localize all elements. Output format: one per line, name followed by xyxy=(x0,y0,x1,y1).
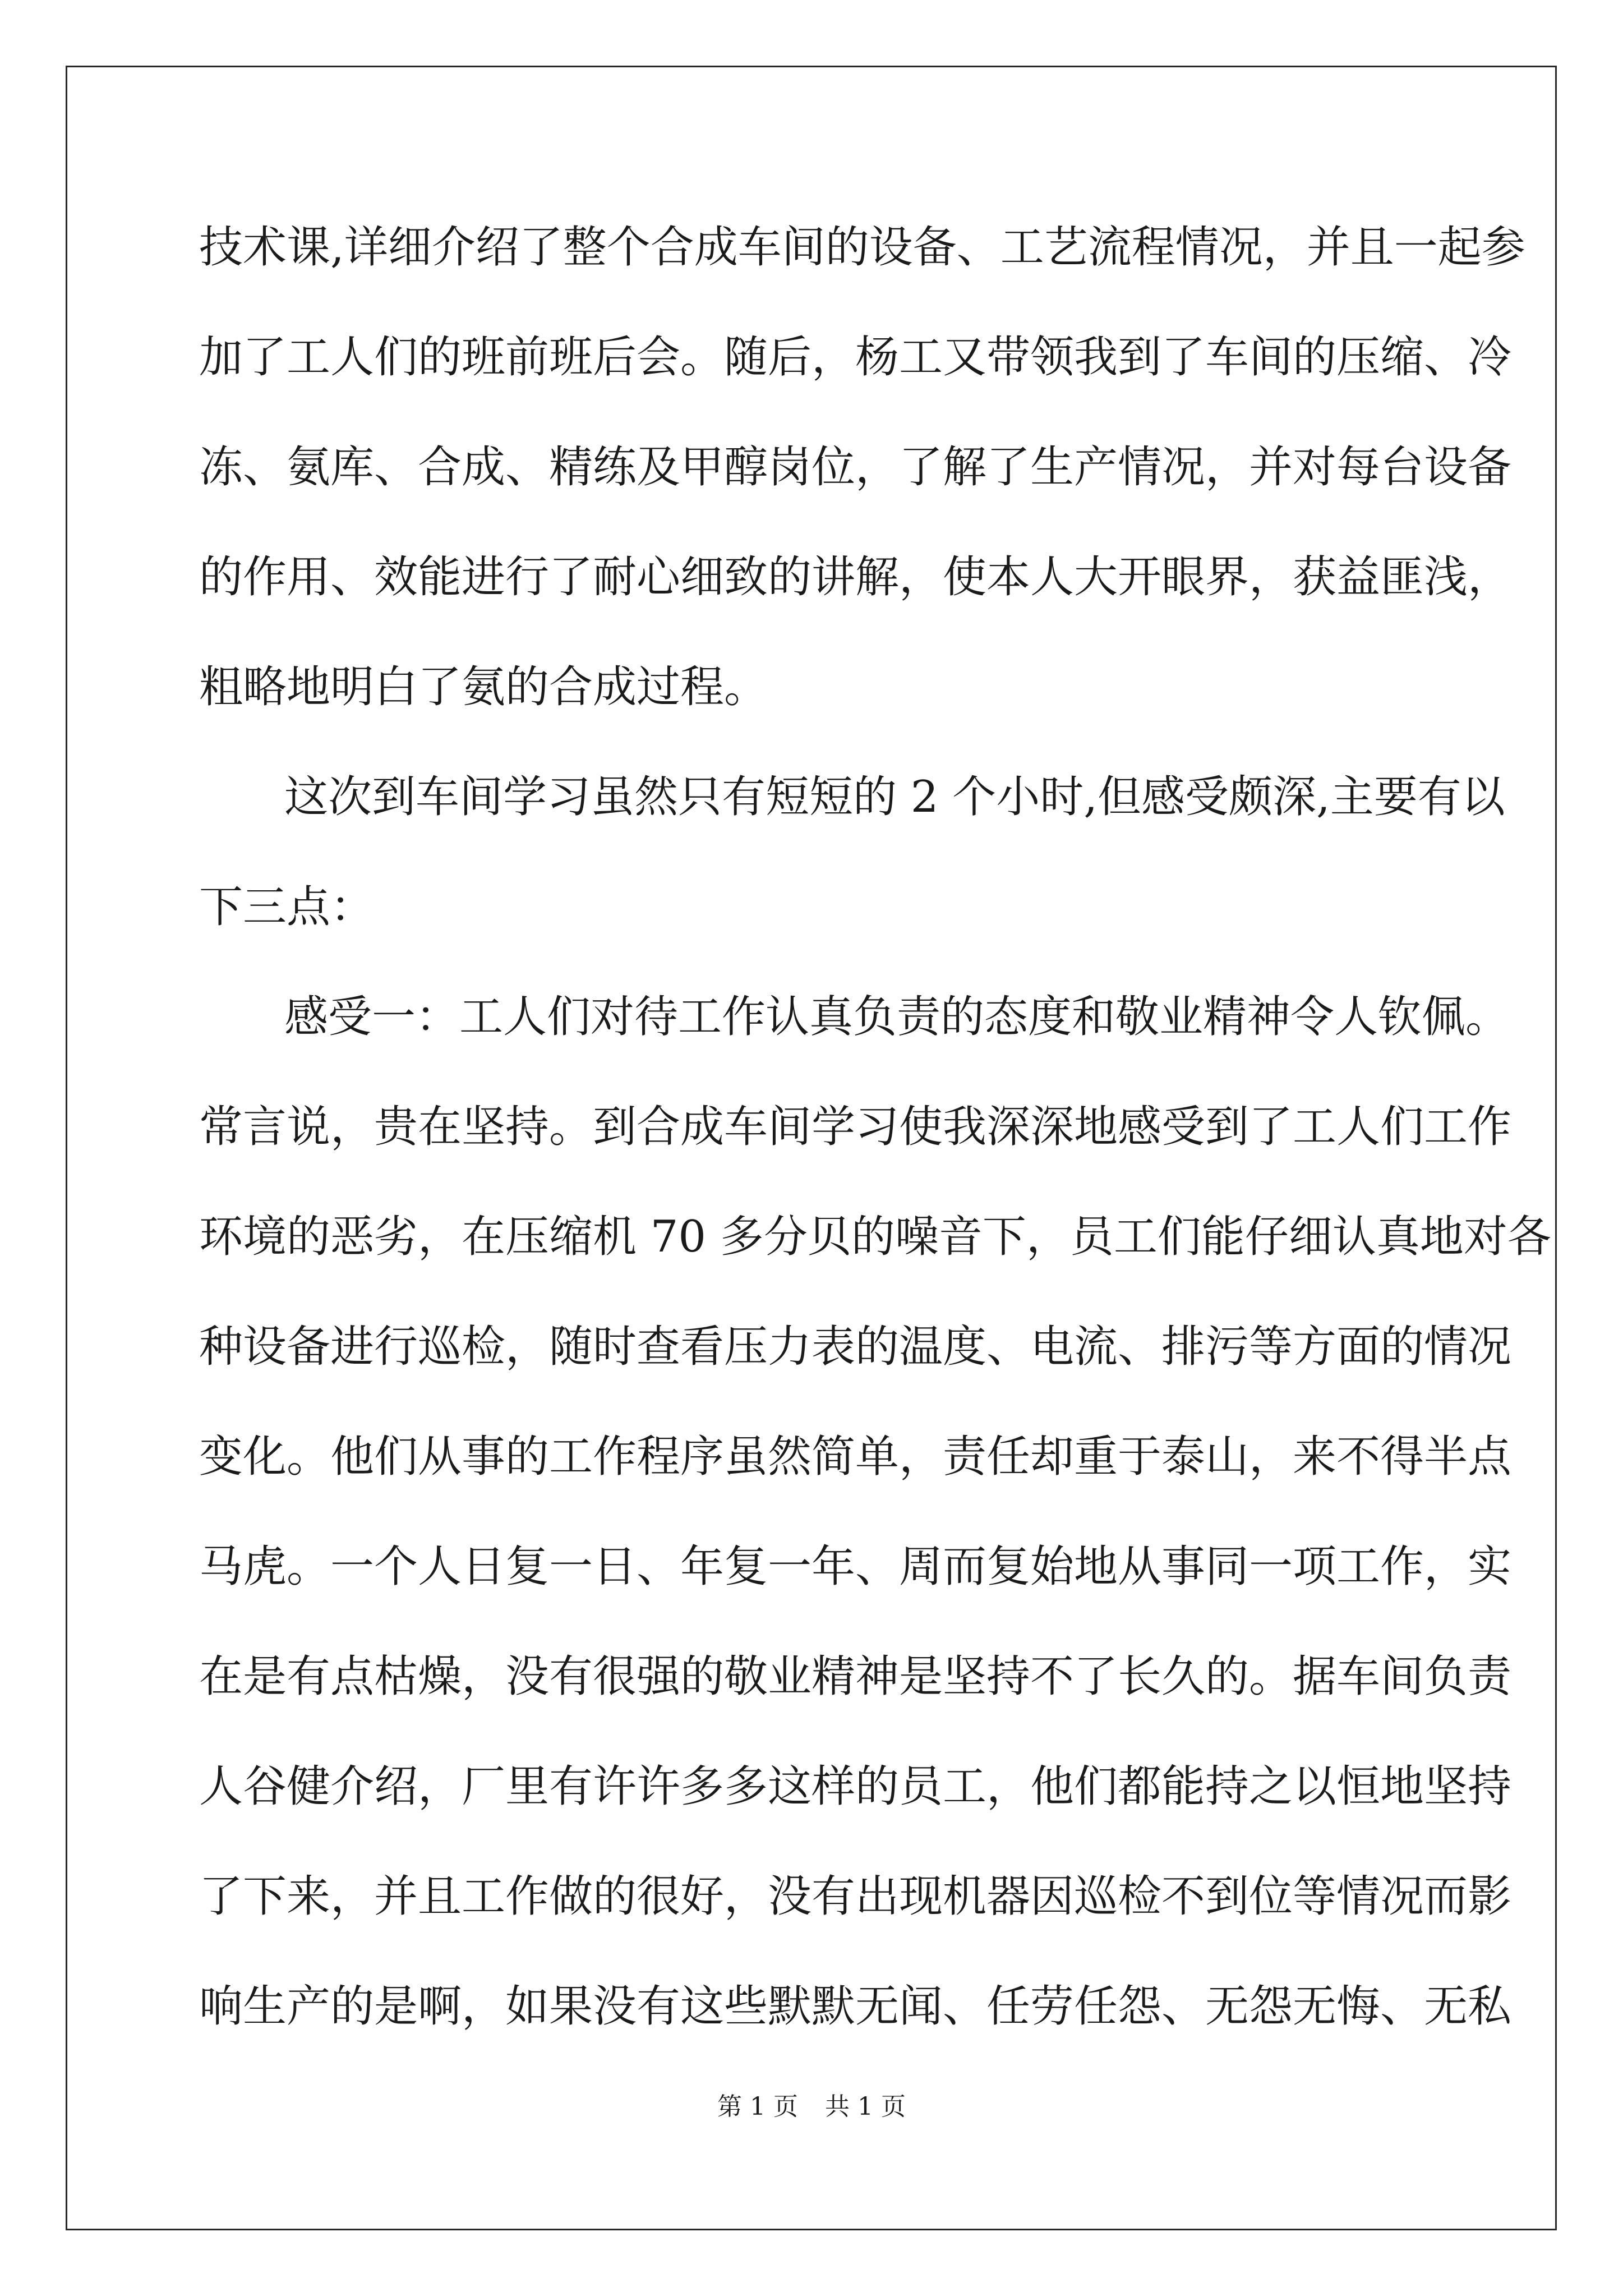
text-line: 的作用、效能进行了耐心细致的讲解，使本人大开眼界，获益匪浅， xyxy=(199,552,1512,602)
page-number: 第 1 页 xyxy=(717,2092,798,2121)
text-line: 加了工人们的班前班后会。随后，杨工又带领我到了车间的压缩、冷 xyxy=(199,332,1512,383)
text-line: 这次到车间学习虽然只有短短的 2 个小时,但感受颇深,主要有以 xyxy=(284,772,1505,822)
text-line: 技术课,详细介绍了整个合成车间的设备、工艺流程情况，并且一起参 xyxy=(199,222,1525,273)
text-line: 粗略地明白了氨的合成过程。 xyxy=(199,662,768,712)
text-line: 变化。他们从事的工作程序虽然简单，责任却重于泰山，来不得半点 xyxy=(199,1432,1512,1482)
text-line: 人谷健介绍，厂里有许许多多这样的员工，他们都能持之以恒地坚持 xyxy=(199,1761,1512,1812)
page-footer xyxy=(0,2090,1623,2124)
text-line: 冻、氨库、合成、精练及甲醇岗位，了解了生产情况，并对每台设备 xyxy=(199,442,1512,493)
page-total: 共 1 页 xyxy=(825,2092,906,2121)
text-line: 在是有点枯燥，没有很强的敬业精神是坚持不了长久的。据车间负责 xyxy=(199,1651,1512,1702)
text-line: 种设备进行巡检，随时查看压力表的温度、电流、排污等方面的情况 xyxy=(199,1322,1512,1372)
text-line: 马虎。一个人日复一日、年复一年、周而复始地从事同一项工作，实 xyxy=(199,1542,1512,1592)
text-line: 感受一：工人们对待工作认真负责的态度和敬业精神令人钦佩。 xyxy=(284,992,1510,1042)
text-line: 环境的恶劣，在压缩机 70 多分贝的噪音下，员工们能仔细认真地对各 xyxy=(199,1212,1551,1262)
text-line: 常言说，贵在坚持。到合成车间学习使我深深地感受到了工人们工作 xyxy=(199,1102,1512,1152)
text-line: 响生产的是啊，如果没有这些默默无闻、任劳任怨、无怨无悔、无私 xyxy=(199,1981,1512,2032)
text-line: 下三点： xyxy=(199,882,375,932)
text-line: 了下来，并且工作做的很好，没有出现机器因巡检不到位等情况而影 xyxy=(199,1871,1512,1922)
document-body xyxy=(199,214,1551,2083)
